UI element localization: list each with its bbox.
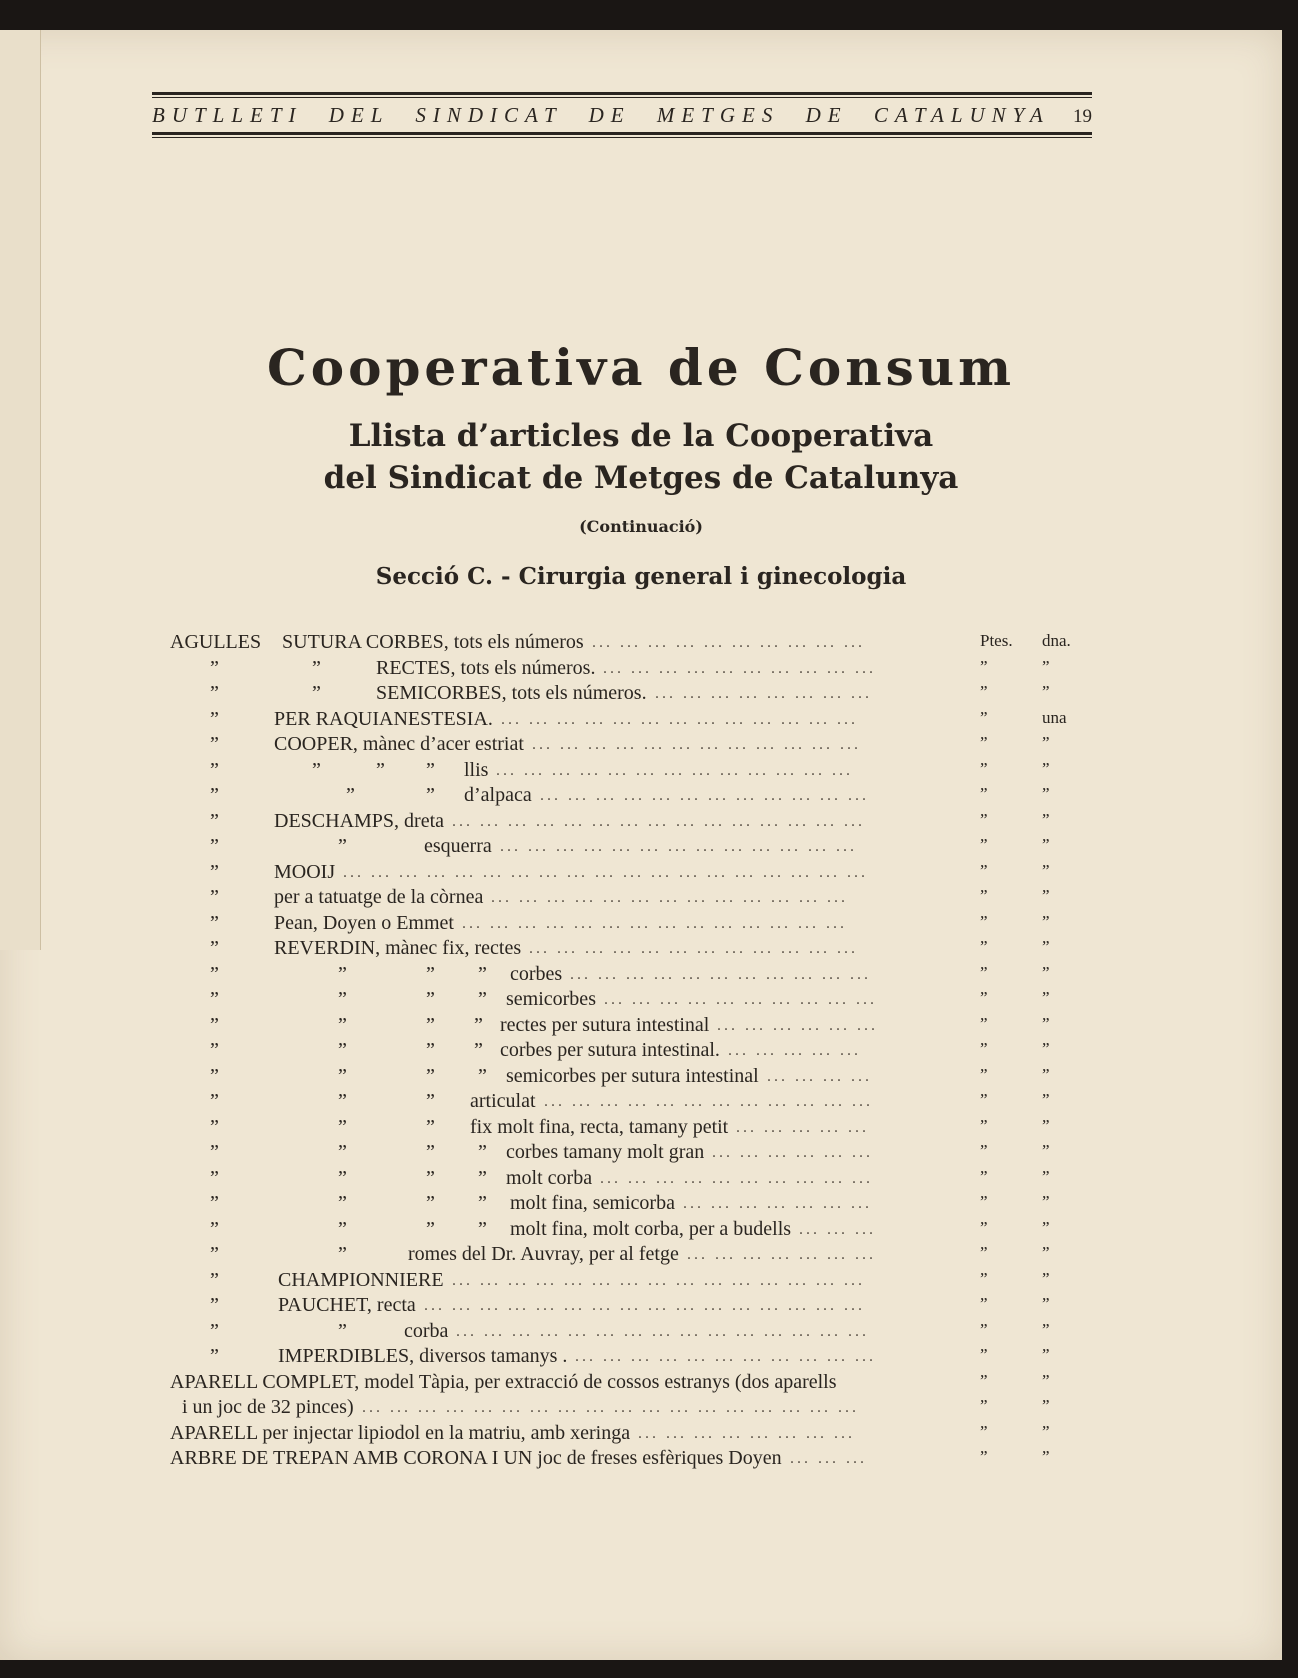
list-item (170, 1242, 960, 1268)
leader-dots: ... ... ... ... ... ... ... ... (655, 685, 872, 702)
leader-dots: ... ... ... (790, 1450, 867, 1467)
price-measure: ” (1042, 860, 1050, 880)
price-unit: ” (980, 911, 988, 931)
price-row (980, 705, 1100, 731)
item-text: APARELL COMPLET, model Tàpia, per extracció de cossos estranys (dos aparells (170, 1370, 837, 1393)
ditto-mark: ” (210, 656, 219, 679)
ditto-mark: ” (338, 1115, 347, 1138)
price-row (980, 909, 1100, 935)
price-unit: ” (980, 758, 988, 778)
ditto-mark: ” (426, 1090, 435, 1112)
price-measure: ” (1042, 1192, 1050, 1211)
item-text: corbes (510, 962, 563, 985)
price-unit: ” (980, 962, 988, 982)
ditto-mark: ” (338, 1039, 347, 1061)
page-number: 19 (1073, 106, 1092, 127)
header-rule-top (152, 92, 1092, 95)
price-unit: ” (980, 1396, 988, 1415)
price-row (980, 628, 1100, 654)
list-item (170, 783, 960, 809)
item-text: d’alpaca (464, 784, 532, 806)
ditto-mark: ” (426, 1217, 435, 1240)
item-text: DESCHAMPS, dreta (274, 809, 445, 832)
item-text: ARBRE DE TREPAN AMB CORONA I UN joc de freses esfèriques Doyen (170, 1447, 782, 1469)
price-unit: ” (980, 1141, 988, 1160)
price-unit: ” (980, 1039, 988, 1058)
ditto-mark: ” (210, 1115, 219, 1138)
list-item (170, 936, 960, 962)
ditto-mark: ” (474, 1013, 483, 1036)
ditto-mark: ” (210, 937, 219, 959)
price-unit: ” (980, 1192, 988, 1211)
price-unit: ” (980, 1319, 988, 1339)
header-rule-bottom (152, 132, 1092, 135)
item-text: RECTES, tots els números. (376, 656, 596, 679)
price-row (980, 1215, 1100, 1241)
item-text: MOOIJ (274, 860, 336, 883)
price-row (980, 1036, 1100, 1062)
ditto-mark: ” (338, 1166, 347, 1189)
list-item (170, 681, 960, 707)
price-row (980, 1189, 1100, 1215)
leader-dots: ... ... ... ... ... ... ... ... ... ... ... ... ... (496, 761, 853, 779)
item-text: esquerra (424, 835, 492, 857)
price-measure: una (1042, 707, 1067, 727)
ditto-mark: ” (426, 758, 435, 781)
price-unit: ” (980, 707, 988, 727)
ditto-mark: ” (478, 1217, 487, 1240)
price-measure: ” (1042, 911, 1050, 931)
price-row (980, 1368, 1100, 1394)
price-unit: ” (980, 1243, 988, 1262)
list-item (170, 1064, 960, 1090)
ditto-mark: ” (210, 962, 219, 985)
ditto-mark: ” (426, 1192, 435, 1214)
article-list (170, 630, 960, 1472)
list-item (170, 1115, 960, 1141)
ditto-mark: ” (210, 988, 219, 1010)
price-measure: ” (1042, 1268, 1050, 1288)
ditto-mark: ” (210, 1294, 219, 1316)
price-measure: ” (1042, 1294, 1050, 1313)
leader-dots: ... ... ... ... ... ... ... ... ... ... ... ... ... (501, 710, 858, 728)
price-row (980, 1444, 1100, 1470)
price-row (980, 1138, 1100, 1164)
leader-dots: ... ... ... ... ... ... (712, 1144, 873, 1161)
list-item (170, 885, 960, 911)
item-text: COOPER, mànec d’acer estriat (274, 733, 524, 755)
price-unit: ” (980, 1447, 988, 1466)
ditto-mark: ” (210, 758, 219, 781)
list-item (170, 809, 960, 835)
item-text: SUTURA CORBES, tots els números (282, 631, 584, 653)
leader-dots: ... ... ... ... ... ... ... ... ... ... ... ... ... ... ... (452, 1271, 865, 1289)
ditto-mark: ” (210, 911, 219, 934)
price-measure: ” (1042, 1243, 1050, 1262)
ditto-mark: ” (210, 1166, 219, 1189)
item-text: AGULLES (170, 631, 262, 653)
ditto-mark: ” (210, 809, 219, 832)
ditto-mark: ” (210, 1268, 219, 1291)
ditto-mark: ” (210, 1141, 219, 1163)
ditto-mark: ” (338, 1217, 347, 1240)
ditto-mark: ” (338, 1064, 347, 1087)
ditto-mark: ” (426, 988, 435, 1010)
ditto-mark: ” (338, 1243, 347, 1265)
list-item (170, 1268, 960, 1294)
ditto-mark: ” (338, 988, 347, 1010)
price-measure: ” (1042, 733, 1050, 752)
price-measure: ” (1042, 1115, 1050, 1135)
list-item (170, 1395, 960, 1421)
ditto-mark: ” (210, 784, 219, 806)
page-title: Cooperativa de Consum (266, 338, 1016, 397)
ditto-mark: ” (478, 1064, 487, 1087)
item-text: APARELL per injectar lipiodol en la matriu, amb xeringa (170, 1421, 631, 1444)
item-text: per a tatuatge de la còrnea (274, 886, 484, 908)
price-measure: ” (1042, 1039, 1050, 1058)
price-row (980, 1087, 1100, 1113)
ditto-mark: ” (426, 1166, 435, 1189)
ditto-mark: ” (210, 1064, 219, 1087)
leader-dots: ... ... ... ... ... ... ... (683, 1195, 872, 1212)
price-measure: ” (1042, 1166, 1050, 1186)
price-unit: ” (980, 1115, 988, 1135)
item-text: articulat (470, 1090, 536, 1112)
ditto-mark: ” (210, 707, 219, 730)
leader-dots: ... ... ... ... ... ... ... ... ... ... ... ... ... (500, 838, 857, 855)
ditto-mark: ” (478, 1166, 487, 1189)
leader-dots: ... ... ... (799, 1220, 876, 1238)
header-row (152, 98, 1092, 132)
item-text: semicorbes per sutura intestinal (506, 1064, 759, 1087)
leader-dots: ... ... ... ... ... ... ... ... ... ... ... ... ... ... ... ... ... ... (362, 1399, 859, 1416)
price-measure: ” (1042, 682, 1050, 701)
leader-dots: ... ... ... ... ... ... ... ... ... ... (592, 634, 865, 651)
item-text: corba (404, 1319, 449, 1342)
price-measure: ” (1042, 1141, 1050, 1160)
ditto-mark: ” (210, 1217, 219, 1240)
item-text: fix molt fina, recta, tamany petit (470, 1115, 729, 1138)
price-row (980, 934, 1100, 960)
price-measure: ” (1042, 1090, 1050, 1109)
leader-dots: ... ... ... ... ... ... (717, 1016, 878, 1034)
price-row (980, 1419, 1100, 1445)
price-row (980, 858, 1100, 884)
leader-dots: ... ... ... ... (767, 1067, 872, 1085)
price-unit: ” (980, 1013, 988, 1033)
price-row (980, 1164, 1100, 1190)
item-text: molt fina, molt corba, per a budells (510, 1217, 792, 1240)
price-row (980, 1266, 1100, 1292)
list-item (170, 1038, 960, 1064)
price-measure: ” (1042, 758, 1050, 778)
item-text: semicorbes (506, 988, 596, 1010)
price-row (980, 832, 1100, 858)
item-text: CHAMPIONNIERE (278, 1268, 444, 1291)
leader-dots: ... ... ... ... ... (728, 1042, 861, 1059)
price-row (980, 1393, 1100, 1419)
ditto-mark: ” (426, 1039, 435, 1061)
price-measure: ” (1042, 1013, 1050, 1033)
list-item (170, 1370, 960, 1396)
leader-dots: ... ... ... ... ... ... ... ... ... ... ... ... (540, 787, 869, 804)
list-item (170, 758, 960, 784)
price-measure: ” (1042, 1217, 1050, 1237)
ditto-mark: ” (478, 962, 487, 985)
ditto-mark: ” (210, 1319, 219, 1342)
leader-dots: ... ... ... ... ... ... ... ... ... ... (603, 659, 876, 677)
price-unit: ” (980, 1294, 988, 1313)
price-unit: ” (980, 1345, 988, 1364)
price-row (980, 1062, 1100, 1088)
price-unit: ” (980, 886, 988, 905)
ditto-mark: ” (338, 1319, 347, 1342)
ditto-mark: ” (338, 962, 347, 985)
list-item (170, 1421, 960, 1447)
ditto-mark: ” (426, 1141, 435, 1163)
list-item (170, 1140, 960, 1166)
price-unit: ” (980, 809, 988, 829)
item-text: molt fina, semicorba (510, 1192, 675, 1214)
item-text: REVERDIN, mànec fix, rectes (274, 937, 522, 959)
item-text: IMPERDIBLES, diversos tamanys . (278, 1345, 568, 1367)
ditto-mark: ” (210, 1013, 219, 1036)
ditto-mark: ” (426, 1013, 435, 1036)
price-measure: dna. (1042, 631, 1071, 650)
price-unit: ” (980, 656, 988, 676)
price-measure: ” (1042, 784, 1050, 803)
price-row (980, 756, 1100, 782)
price-row (980, 1011, 1100, 1037)
list-item (170, 1013, 960, 1039)
ditto-mark: ” (210, 1039, 219, 1061)
ditto-mark: ” (338, 1013, 347, 1036)
price-row (980, 1317, 1100, 1343)
item-text: i un joc de 32 pinces) (182, 1396, 354, 1418)
list-item (170, 1319, 960, 1345)
price-unit: ” (980, 1421, 988, 1441)
price-unit: ” (980, 784, 988, 803)
section-heading: Secció C. - Cirurgia general i ginecologia (375, 563, 907, 590)
ditto-mark: ” (474, 1039, 483, 1061)
leader-dots: ... ... ... ... ... ... ... (687, 1246, 876, 1263)
list-item (170, 962, 960, 988)
ditto-mark: ” (210, 886, 219, 908)
price-measure: ” (1042, 656, 1050, 676)
price-unit: Ptes. (980, 631, 1013, 650)
list-item (170, 707, 960, 733)
leader-dots: ... ... ... ... ... ... ... ... ... ... (604, 991, 877, 1008)
ditto-mark: ” (312, 682, 321, 704)
ditto-mark: ” (426, 1064, 435, 1087)
price-row (980, 781, 1100, 807)
price-unit: ” (980, 1166, 988, 1186)
header-rule-bottom-thin (152, 137, 1092, 138)
leader-dots: ... ... ... ... ... ... ... ... (638, 1424, 855, 1442)
leader-dots: ... ... ... ... ... ... ... ... ... ... ... ... ... ... ... ... ... ... ... (343, 863, 868, 881)
price-column (980, 628, 1100, 1470)
leader-dots: ... ... ... ... ... ... ... ... ... ... (600, 1169, 873, 1187)
item-text: SEMICORBES, tots els números. (376, 682, 647, 704)
leader-dots: ... ... ... ... ... ... ... ... ... ... ... ... (532, 736, 861, 753)
running-header (152, 92, 1092, 138)
price-unit: ” (980, 733, 988, 752)
item-text: molt corba (506, 1166, 593, 1189)
item-text: llis (464, 758, 489, 781)
ditto-mark: ” (210, 835, 219, 857)
ditto-mark: ” (338, 1192, 347, 1214)
price-unit: ” (980, 937, 988, 956)
price-measure: ” (1042, 1447, 1050, 1466)
price-unit: ” (980, 1268, 988, 1288)
ditto-mark: ” (210, 1192, 219, 1214)
price-measure: ” (1042, 1319, 1050, 1339)
list-item (170, 834, 960, 860)
list-item (170, 1191, 960, 1217)
ditto-mark: ” (210, 1090, 219, 1112)
leader-dots: ... ... ... ... ... (736, 1118, 869, 1136)
leader-dots: ... ... ... ... ... ... ... ... ... ... ... (570, 965, 871, 983)
leader-dots: ... ... ... ... ... ... ... ... ... ... ... ... ... ... ... ... (424, 1297, 865, 1314)
item-text: PAUCHET, recta (278, 1294, 416, 1316)
item-text: corbes per sutura intestinal. (500, 1039, 720, 1061)
price-unit: ” (980, 835, 988, 854)
list-item (170, 1089, 960, 1115)
item-text: Pean, Doyen o Emmet (274, 911, 454, 934)
price-measure: ” (1042, 1345, 1050, 1364)
price-unit: ” (980, 860, 988, 880)
price-row (980, 1342, 1100, 1368)
leader-dots: ... ... ... ... ... ... ... ... ... ... ... ... ... (491, 889, 848, 906)
price-measure: ” (1042, 1421, 1050, 1441)
ditto-mark: ” (338, 835, 347, 857)
ditto-mark: ” (478, 988, 487, 1010)
list-item (170, 860, 960, 886)
list-item (170, 630, 960, 656)
leader-dots: ... ... ... ... ... ... ... ... ... ... ... ... (529, 940, 858, 957)
price-row (980, 985, 1100, 1011)
list-item (170, 1344, 960, 1370)
ditto-mark: ” (426, 962, 435, 985)
ditto-mark: ” (426, 1115, 435, 1138)
price-measure: ” (1042, 835, 1050, 854)
list-item (170, 1217, 960, 1243)
price-row (980, 1291, 1100, 1317)
price-unit: ” (980, 1217, 988, 1237)
price-measure: ” (1042, 809, 1050, 829)
subtitle-line-2: del Sindicat de Metges de Catalunya (323, 460, 959, 496)
ditto-mark: ” (210, 860, 219, 883)
ditto-mark: ” (210, 682, 219, 704)
leader-dots: ... ... ... ... ... ... ... ... ... ... ... (575, 1348, 876, 1365)
price-measure: ” (1042, 988, 1050, 1007)
continuation-note: (Continuació) (579, 517, 703, 536)
list-item (170, 1166, 960, 1192)
list-item (170, 1446, 960, 1472)
leader-dots: ... ... ... ... ... ... ... ... ... ... ... ... ... ... ... (456, 1322, 869, 1340)
ditto-mark: ” (210, 733, 219, 755)
price-row (980, 807, 1100, 833)
ditto-mark: ” (338, 1141, 347, 1163)
ditto-mark: ” (312, 656, 321, 679)
price-unit: ” (980, 988, 988, 1007)
journal-title: BUTLLETI DEL SINDICAT DE METGES DE CATALUNYA (152, 103, 1050, 127)
item-text: PER RAQUIANESTESIA. (274, 707, 493, 730)
price-measure: ” (1042, 962, 1050, 982)
price-row (980, 1240, 1100, 1266)
price-measure: ” (1042, 1370, 1050, 1390)
item-text: corbes tamany molt gran (506, 1141, 705, 1163)
price-measure: ” (1042, 937, 1050, 956)
price-row (980, 679, 1100, 705)
price-row (980, 883, 1100, 909)
ditto-mark: ” (478, 1192, 487, 1214)
ditto-mark: ” (312, 758, 321, 781)
item-text: rectes per sutura intestinal (500, 1013, 710, 1036)
ditto-mark: ” (426, 784, 435, 806)
leader-dots: ... ... ... ... ... ... ... ... ... ... ... ... (544, 1093, 873, 1110)
price-row (980, 960, 1100, 986)
price-measure: ” (1042, 1396, 1050, 1415)
price-row (980, 654, 1100, 680)
subtitle-line-1: Llista d’articles de la Cooperativa (348, 418, 934, 454)
price-unit: ” (980, 1370, 988, 1390)
price-unit: ” (980, 1090, 988, 1109)
ditto-mark: ” (210, 1345, 219, 1367)
list-item (170, 987, 960, 1013)
item-text: romes del Dr. Auvray, per al fetge (408, 1243, 679, 1265)
list-item (170, 1293, 960, 1319)
ditto-mark: ” (210, 1243, 219, 1265)
leader-dots: ... ... ... ... ... ... ... ... ... ... ... ... ... ... (462, 914, 847, 932)
ditto-mark: ” (338, 1090, 347, 1112)
list-item (170, 911, 960, 937)
price-row (980, 1113, 1100, 1139)
ditto-mark: ” (478, 1141, 487, 1163)
price-unit: ” (980, 1064, 988, 1084)
list-item (170, 656, 960, 682)
price-measure: ” (1042, 886, 1050, 905)
price-unit: ” (980, 682, 988, 701)
price-row (980, 730, 1100, 756)
list-item (170, 732, 960, 758)
ditto-mark: ” (376, 758, 385, 781)
price-measure: ” (1042, 1064, 1050, 1084)
ditto-mark: ” (346, 784, 355, 806)
leader-dots: ... ... ... ... ... ... ... ... ... ... ... ... ... ... ... (452, 812, 865, 830)
